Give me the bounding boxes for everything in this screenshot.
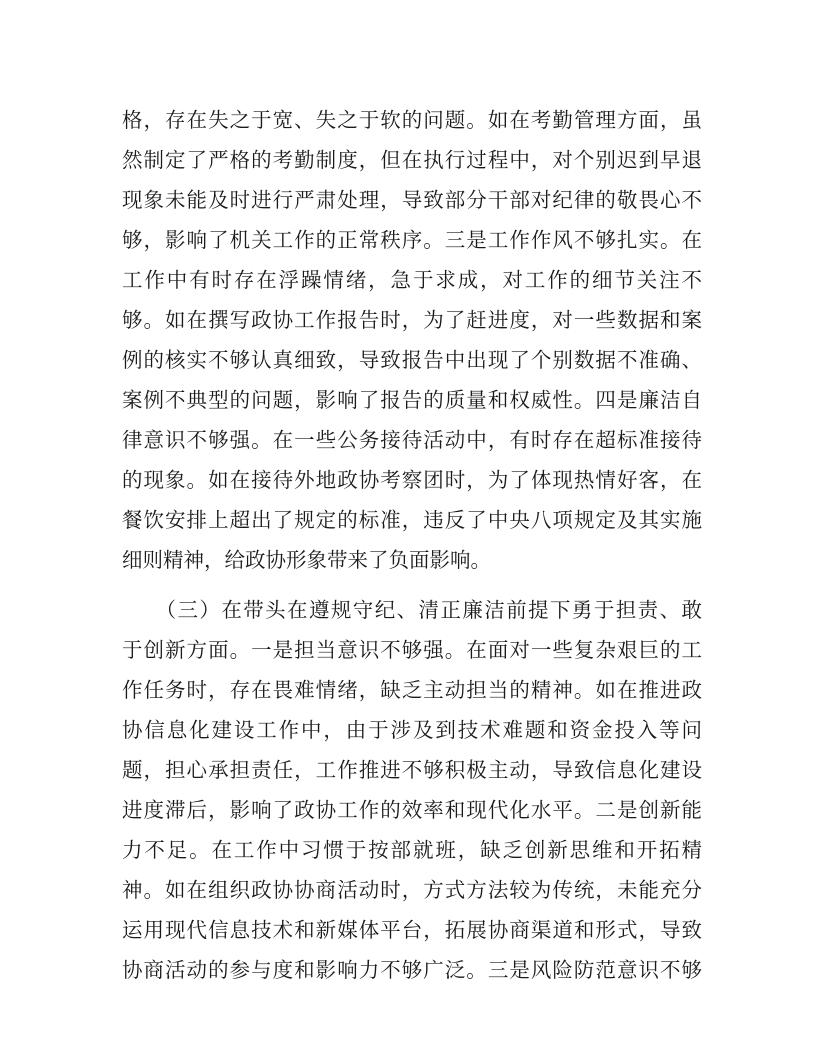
paragraph-1: [122, 100, 702, 580]
document-page: [122, 100, 702, 990]
text-line: 例的核实不够认真细致，导致报告中出现了个别数据不准确、: [122, 348, 702, 372]
text-line: 进度滞后，影响了政协工作的效率和现代化水平。二是创新能: [122, 798, 702, 822]
text-line: 协商活动的参与度和影响力不够广泛。三是风险防范意识不够: [122, 958, 702, 982]
text-line: 工作中有时存在浮躁情绪，急于求成，对工作的细节关注不: [122, 268, 702, 292]
text-line: 案例不典型的问题，影响了报告的质量和权威性。四是廉洁自: [122, 388, 702, 412]
text-line: （三）在带头在遵规守纪、清正廉洁前提下勇于担责、敢: [122, 598, 702, 622]
paragraph-2: [122, 590, 702, 990]
text-line: 神。如在组织政协协商活动时，方式方法较为传统，未能充分: [122, 878, 702, 902]
text-line: 于创新方面。一是担当意识不够强。在面对一些复杂艰巨的工: [122, 638, 702, 662]
text-line: 的现象。如在接待外地政协考察团时，为了体现热情好客，在: [122, 468, 702, 492]
text-line: 运用现代信息技术和新媒体平台，拓展协商渠道和形式，导致: [122, 918, 702, 942]
text-line: 力不足。在工作中习惯于按部就班，缺乏创新思维和开拓精: [122, 838, 702, 862]
text-line: 餐饮安排上超出了规定的标准，违反了中央八项规定及其实施: [122, 508, 702, 532]
text-line: 细则精神，给政协形象带来了负面影响。: [122, 548, 491, 572]
paragraph-spacing: [122, 580, 702, 590]
text-line: 作任务时，存在畏难情绪，缺乏主动担当的精神。如在推进政: [122, 678, 702, 702]
text-line: 题，担心承担责任，工作推进不够积极主动，导致信息化建设: [122, 758, 702, 782]
text-line: 然制定了严格的考勤制度，但在执行过程中，对个别迟到早退: [122, 148, 702, 172]
text-line: 够。如在撰写政协工作报告时，为了赶进度，对一些数据和案: [122, 308, 702, 332]
text-line: 够，影响了机关工作的正常秩序。三是工作作风不够扎实。在: [122, 228, 702, 252]
text-line: 协信息化建设工作中，由于涉及到技术难题和资金投入等问: [122, 718, 702, 742]
text-line: 格，存在失之于宽、失之于软的问题。如在考勤管理方面，虽: [122, 108, 702, 132]
text-line: 律意识不够强。在一些公务接待活动中，有时存在超标准接待: [122, 428, 702, 452]
text-line: 现象未能及时进行严肃处理，导致部分干部对纪律的敬畏心不: [122, 188, 702, 212]
